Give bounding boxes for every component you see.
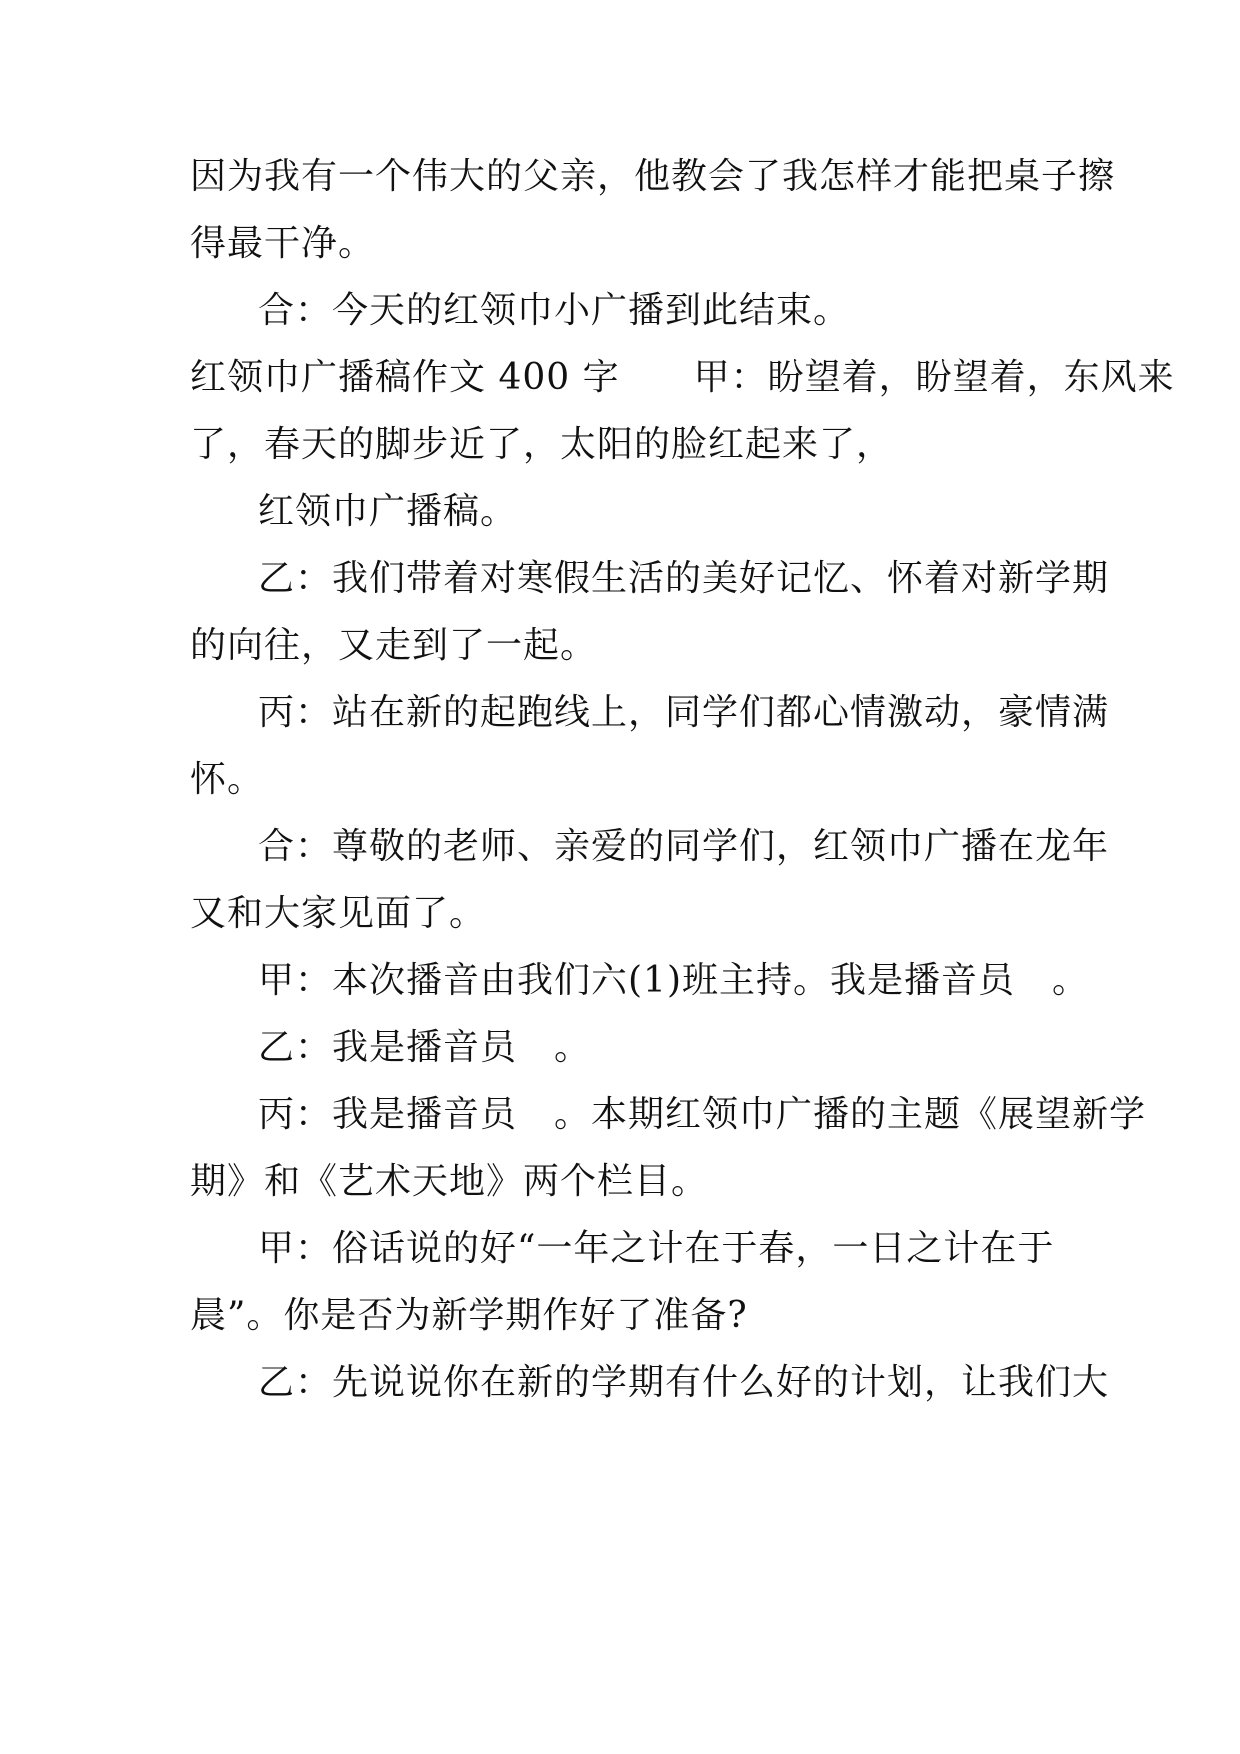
paragraph-line: 期》和《艺术天地》两个栏目。 (190, 1161, 709, 1202)
paragraph-line: 因为我有一个伟大的父亲，他教会了我怎样才能把桌子擦 (190, 156, 1116, 197)
paragraph-line: 红领巾广播稿。 (258, 491, 518, 532)
paragraph-line: 丙：站在新的起跑线上，同学们都心情激动，豪情满 (258, 692, 1110, 733)
paragraph-line: 乙：先说说你在新的学期有什么好的计划，让我们大 (258, 1362, 1110, 1403)
paragraph-line: 乙：我们带着对寒假生活的美好记忆、怀着对新学期 (258, 558, 1110, 599)
paragraph-line: 乙：我是播音员 。 (258, 1027, 592, 1068)
paragraph-line: 晨”。你是否为新学期作好了准备? (190, 1295, 748, 1336)
paragraph-line: 丙：我是播音员 。本期红领巾广播的主题《展望新学 (258, 1094, 1147, 1135)
paragraph-line: 的向往，又走到了一起。 (190, 625, 598, 666)
document-body (190, 0, 1175, 1754)
paragraph-line: 又和大家见面了。 (190, 893, 487, 934)
paragraph-line: 合：今天的红领巾小广播到此结束。 (258, 290, 851, 331)
paragraph-line: 红领巾广播稿作文 400 字 甲：盼望着，盼望着，东风来 (190, 357, 1175, 398)
paragraph-line: 合：尊敬的老师、亲爱的同学们，红领巾广播在龙年 (258, 826, 1110, 867)
paragraph-line: 了，春天的脚步近了，太阳的脸红起来了， (190, 424, 894, 465)
paragraph-line: 甲：本次播音由我们六(1)班主持。我是播音员 。 (258, 960, 1089, 1001)
paragraph-line: 甲：俗话说的好“一年之计在于春，一日之计在于 (258, 1228, 1055, 1269)
paragraph-line: 得最干净。 (190, 223, 376, 264)
paragraph-line: 怀。 (190, 759, 265, 800)
